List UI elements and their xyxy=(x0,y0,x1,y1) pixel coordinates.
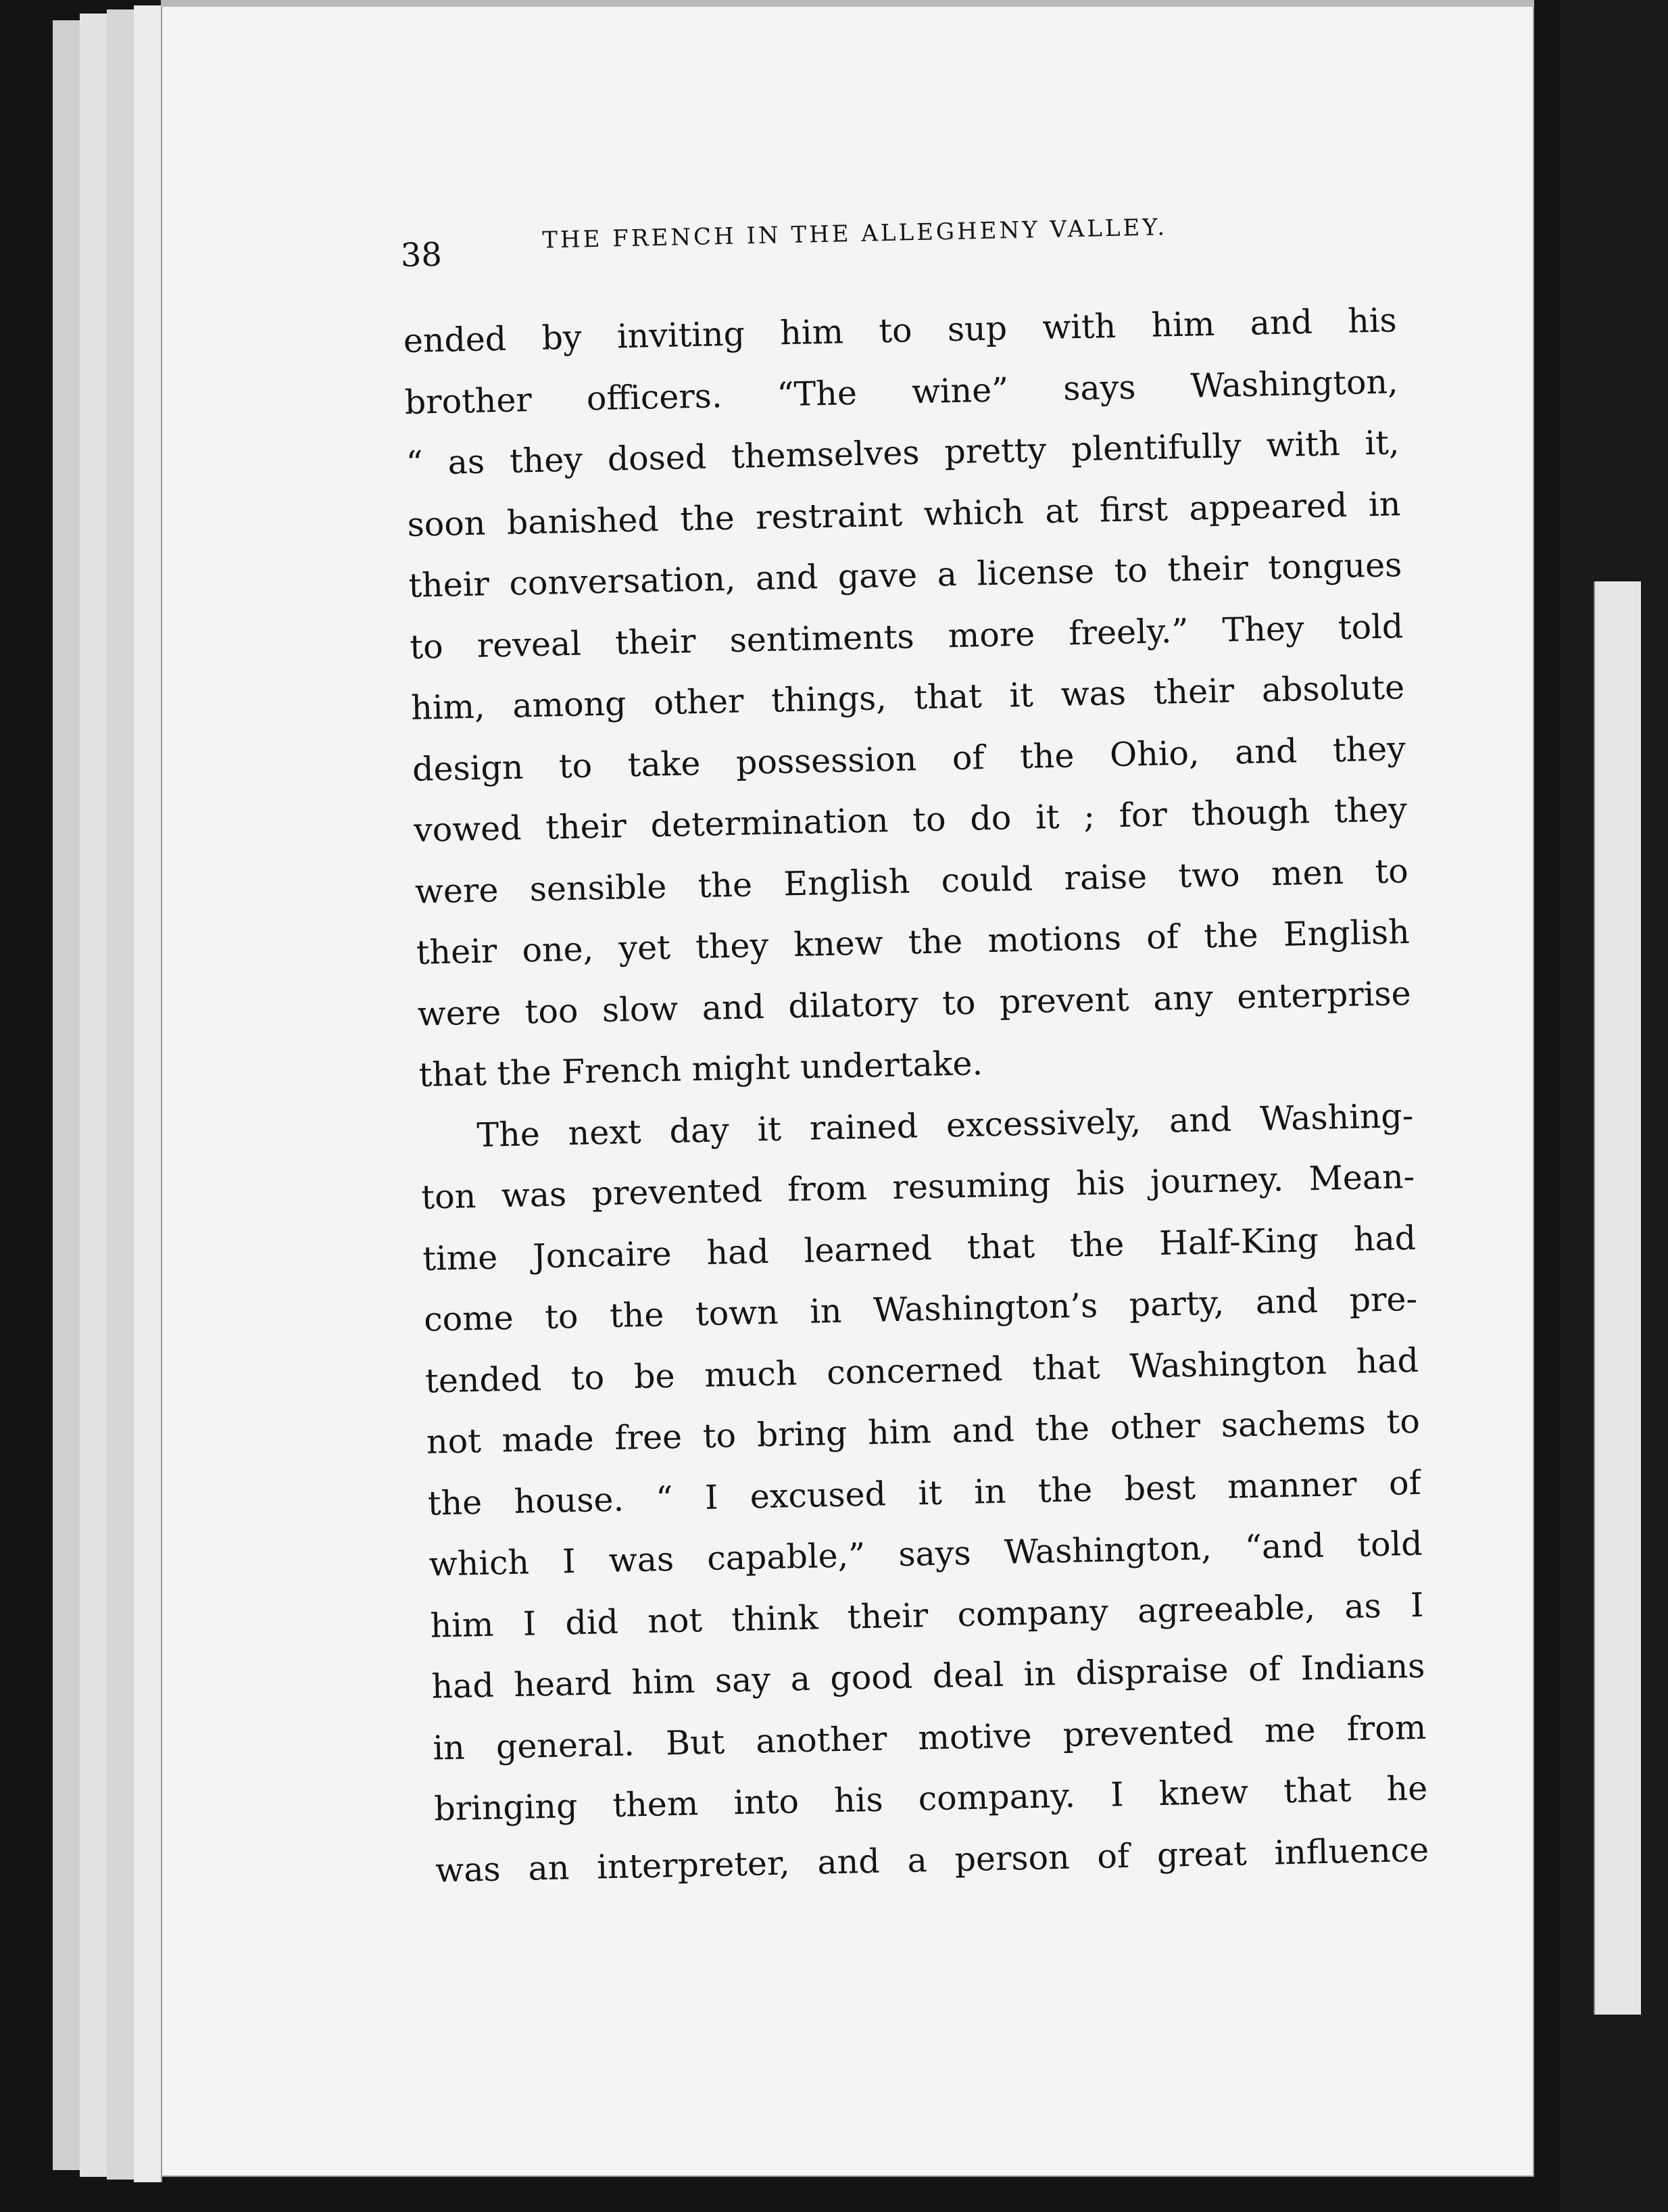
page-edge xyxy=(107,9,135,2180)
text-line: that the French might undertake. xyxy=(418,1044,983,1095)
text-line: ton was prevented from resuming his journey. Mean- xyxy=(420,1157,1415,1217)
text-line: in general. But another motive prevented me from xyxy=(432,1708,1427,1768)
text-line: the house. “ I excused it in the best manner of xyxy=(427,1463,1422,1523)
text-line: come to the town in Washington’s party, and pre- xyxy=(423,1279,1418,1339)
text-line: were sensible the English could raise two men to xyxy=(414,851,1409,911)
body-text xyxy=(403,290,1429,1901)
text-line: time Joncaire had learned that the Half-King had xyxy=(422,1218,1417,1278)
page-edge xyxy=(80,14,108,2177)
text-line: vowed their determination to do it ; for though they xyxy=(413,790,1408,850)
text-line: The next day it rained excessively, and Washing- xyxy=(476,1096,1414,1155)
text-line: not made free to bring him and the other sachems to xyxy=(426,1401,1421,1462)
text-line: to reveal their sentiments more freely.” They told xyxy=(409,606,1404,667)
text-line: bringing them into his company. I knew that he xyxy=(433,1769,1428,1829)
page-number: 38 xyxy=(400,235,443,274)
text-line: were too slow and dilatory to prevent any enterprise xyxy=(417,973,1412,1034)
text-line: brother officers. “The wine” says Washington, xyxy=(404,362,1399,422)
next-page-edge xyxy=(1594,581,1641,2015)
text-line: ended by inviting him to sup with him and his xyxy=(403,301,1398,360)
text-line: their one, yet they knew the motions of the English xyxy=(416,913,1411,972)
text-line: their conversation, and gave a license to their tongues xyxy=(408,546,1402,605)
text-line: had heard him say a good deal in dispraise of Indians xyxy=(431,1646,1425,1706)
page-edge xyxy=(134,5,162,2182)
text-line: design to take possession of the Ohio, and they xyxy=(412,729,1406,789)
running-head: THE FRENCH IN THE ALLEGHENY VALLEY. xyxy=(541,214,1168,254)
text-line: soon banished the restraint which at first appeared in xyxy=(407,484,1401,544)
text-line: him, among other things, that it was their absolute xyxy=(410,668,1405,727)
text-line: “ as they dosed themselves pretty plentifully with it, xyxy=(406,423,1400,483)
page-edge xyxy=(53,20,81,2170)
text-line: was an interpreter, and a person of great influence xyxy=(435,1830,1429,1890)
text-line: tended to be much concerned that Washington had xyxy=(424,1341,1419,1401)
text-line: which I was capable,” says Washington, “and told xyxy=(428,1524,1423,1584)
text-line: him I did not think their company agreeable, as I xyxy=(430,1585,1425,1645)
